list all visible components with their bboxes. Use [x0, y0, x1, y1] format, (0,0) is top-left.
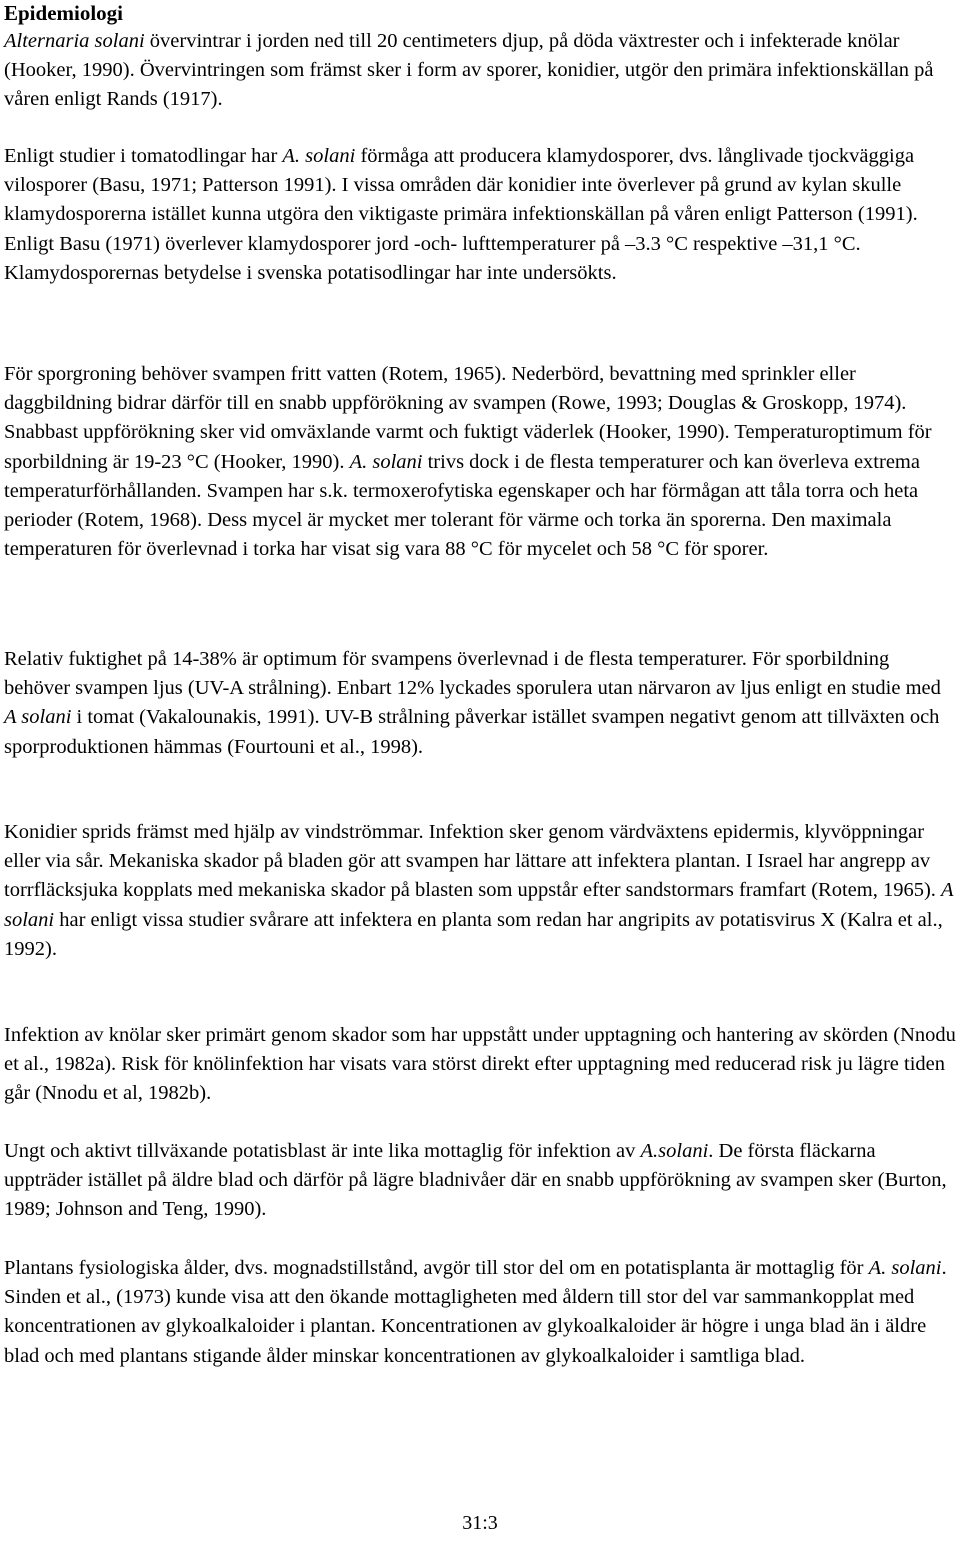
text-run: övervintrar i jorden ned till 20 centimeters djup, på döda växtrester och i infekterade knölar (Hooker, 1990). Övervintringen som främst sker i form av sporer, konidier, utgör den primära infektionskällan på våren enligt Rands (1917). — [4, 30, 934, 111]
text-run: i tomat (Vakalounakis, 1991). UV-B strålning påverkar istället svampen negativt genom att tillväxten och sporproduktionen hämmas (Fourtouni et al., 1998). — [4, 706, 940, 758]
text-run: har enligt vissa studier svårare att infektera en planta som redan har angripits av potatisvirus X (Kalra et al., 1992). — [4, 908, 943, 960]
text-run: trivs dock i de flesta temperaturer och kan överleva extrema temperaturförhållanden. Svampen har s.k. termoxerofytiska egenskaper och har förmågan att tåla torra och heta perioder (Rotem, 1968). Dess mycel är mycket mer tolerant för värme och torka än sporerna. Den maximala temperaturen för överlevnad i torka har visat sig vara 88 °C för mycelet och 58 °C för sporer. — [4, 450, 920, 561]
text-run: Enligt studier i tomatodlingar har — [4, 145, 283, 167]
paragraph-5 — [4, 818, 958, 964]
text-run: förmåga att producera klamydosporer, dvs. långlivade tjockväggiga vilosporer (Basu, 1971; Patterson 1991). I vissa områden där konidier inte överlever på grund av kylan skulle klamydosporerna istället kunna utgöra den viktigaste primära infektionskällan på våren enligt Patterson (1991). Enligt Basu (1971) överlever klamydosporer jord -och- lufttemperaturer på –3.3 °C respektive –31,1 °C. Klamydosporernas betydelse i svenska potatisodlingar har inte undersökts. — [4, 145, 918, 284]
text-run: Alternaria solani — [4, 30, 145, 52]
paragraph-3 — [4, 360, 958, 564]
text-run: Infektion av knölar sker primärt genom skador som har uppstått under upptagning och hantering av skörden (Nnodu et al., 1982a). Risk för knölinfektion har visats vara störst direkt efter upptagning med reducerad risk ju lägre tiden går (Nnodu et al, 1982b). — [4, 1024, 956, 1105]
text-run: . Sinden et al., (1973) kunde visa att den ökande mottagligheten med åldern till stor del var sammankopplat med koncentrationen av glykoalkaloider i plantan. Koncentrationen av glykoalkaloider är högre i unga blad än i äldre blad och med plantans stigande ålder minskar koncentrationen av glykoalkaloider i samtliga blad. — [4, 1257, 947, 1367]
text-run: För sporgroning behöver svampen fritt vatten (Rotem, 1965). Nederbörd, bevattning med sprinkler eller daggbildning bidrar därför till en snabb uppförökning av svampen (Rowe, 1993; Douglas & Groskopp, 1974). Snabbast uppförökning sker vid omväxlande varmt och fuktigt väderlek (Hooker, 1990). Temperaturoptimum för sporbildning är 19-23 °C (Hooker, 1990). — [4, 363, 932, 473]
page-number: 31:3 — [462, 1512, 498, 1534]
paragraph-6 — [4, 1021, 958, 1109]
paragraph-2 — [4, 142, 958, 288]
text-run: Plantans fysiologiska ålder, dvs. mognadstillstånd, avgör till stor del om en potatisplanta är mottaglig för — [4, 1257, 869, 1279]
text-run: A solani — [4, 706, 72, 729]
text-run: . De första fläckarna uppträder istället på äldre blad och därför på lägre bladnivåer där en snabb uppförökning av svampen sker (Burton, 1989; Johnson and Teng, 1990). — [4, 1140, 947, 1221]
section-heading: Epidemiologi — [4, 1, 124, 25]
text-run: Relativ fuktighet på 14-38% är optimum för svampens överlevnad i de flesta temperaturer. För sporbildning behöver svampen ljus (UV-A strålning). Enbart 12% lyckades sporulera utan närvaron av ljus enligt en studie med — [4, 648, 941, 700]
paragraph-8 — [4, 1254, 958, 1371]
paragraph-7 — [4, 1137, 958, 1225]
text-run: Konidier sprids främst med hjälp av vindströmmar. Infektion sker genom värdväxtens epidermis, klyvöppningar eller via sår. Mekaniska skador på bladen gör att svampen har lättare att infektera plantan. I Israel har angrepp av torrfläcksjuka kopplats med mekaniska skador på blasten som uppstår efter sandstormars framfart (Rotem, 1965). — [4, 821, 942, 902]
text-run: A.solani — [640, 1140, 709, 1162]
text-run: A solani — [4, 879, 954, 931]
text-run: A. solani — [868, 1257, 942, 1279]
text-run: Ungt och aktivt tillväxande potatisblast är inte lika mottaglig för infektion av — [4, 1140, 641, 1162]
text-run: A. solani — [282, 145, 356, 167]
paragraph-4 — [4, 645, 958, 762]
text-run: A. solani — [349, 450, 423, 473]
paragraph-1 — [4, 27, 958, 115]
